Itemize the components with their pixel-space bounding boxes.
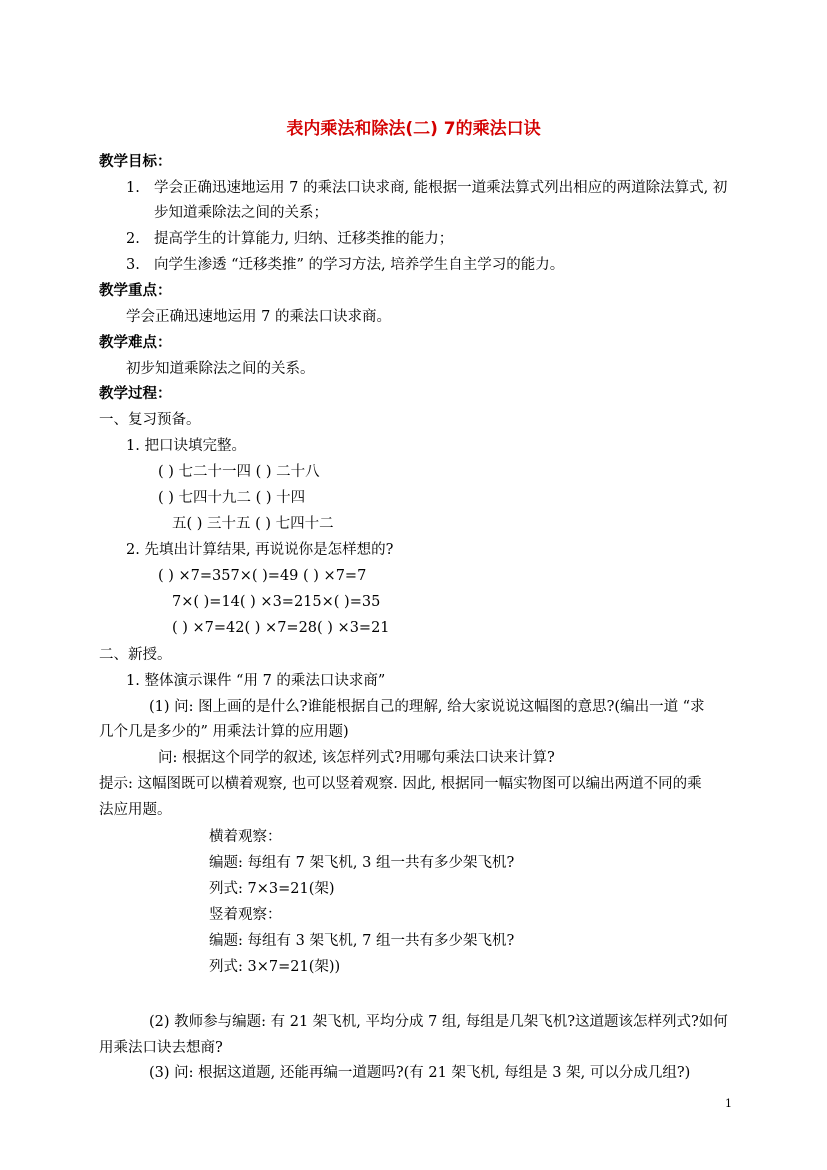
section1-q2: 2. 先填出计算结果, 再说说你是怎样想的? <box>126 542 394 558</box>
horizontal-formula: 列式: 7×3=21(架) <box>209 881 335 897</box>
section2-title: 二、新授。 <box>99 647 172 663</box>
objective-1-line1: 学会正确迅速地运用 7 的乘法口诀求商, 能根据一道乘法算式列出相应的两道除法算式, 初 <box>154 180 728 196</box>
p3-line1: (3) 问: 根据这道题, 还能再编一道题吗?(有 21 架飞机, 每组是 3 架, 可以分成几组?) <box>149 1065 691 1081</box>
section1-title: 一、复习预备。 <box>99 412 201 428</box>
objective-2-number: 2. <box>126 231 140 247</box>
page-title: 表内乘法和除法(二) 7的乘法口诀 <box>286 119 541 139</box>
q1-row-2: ( ) 七四十九二 ( ) 十四 <box>158 490 306 506</box>
p2-line1: (2) 教师参与编题: 有 21 架飞机, 平均分成 7 组, 每组是几架飞机?这道题该怎样列式?如何 <box>149 1014 728 1030</box>
p1-line1: (1) 问: 图上画的是什么?谁能根据自己的理解, 给大家说说这幅图的意思?(编出一道 “求 <box>149 699 705 715</box>
objective-1-line2: 步知道乘除法之间的关系； <box>154 205 328 221</box>
objective-3-number: 3. <box>126 257 140 273</box>
objective-2-text: 提高学生的计算能力, 归纳、迁移类推的能力； <box>154 231 454 247</box>
horizontal-label: 横着观察： <box>209 829 282 845</box>
horizontal-problem: 编题: 每组有 7 架飞机, 3 组一共有多少架飞机? <box>209 855 515 871</box>
p1-line3: 问: 根据这个同学的叙述, 该怎样列式?用哪句乘法口诀来计算? <box>158 750 555 766</box>
section2-item1: 1. 整体演示课件 “用 7 的乘法口诀求商” <box>126 673 386 689</box>
q2-row-1: ( ) ×7=357×( )=49 ( ) ×7=7 <box>158 568 367 584</box>
vertical-problem: 编题: 每组有 3 架飞机, 7 组一共有多少架飞机? <box>209 933 515 949</box>
objective-3-text: 向学生渗透 “迁移类推” 的学习方法, 培养学生自主学习的能力。 <box>154 257 565 273</box>
q2-row-2: 7×( )=14( ) ×3=215×( )=35 <box>172 594 381 610</box>
p1-line2: 几个几是多少的” 用乘法计算的应用题) <box>99 724 349 740</box>
difficulty-text: 初步知道乘除法之间的关系。 <box>126 361 315 377</box>
q1-row-3: 五( ) 三十五 ( ) 七四十二 <box>172 516 334 532</box>
section1-q1: 1. 把口诀填完整。 <box>126 438 246 454</box>
q1-row-1: ( ) 七二十一四 ( ) 二十八 <box>158 464 320 480</box>
vertical-label: 竖着观察： <box>209 907 282 923</box>
hint-line1: 提示: 这幅图既可以横着观察, 也可以竖着观察. 因此, 根据同一幅实物图可以编出两道不同的乘 <box>99 776 702 792</box>
p2-line2: 用乘法口诀去想商? <box>99 1040 223 1056</box>
process-heading: 教学过程： <box>99 386 172 402</box>
hint-line2: 法应用题。 <box>99 802 172 818</box>
difficulty-heading: 教学难点： <box>99 335 172 351</box>
page-number: 1 <box>725 1097 732 1110</box>
q2-row-3: ( ) ×7=42( ) ×7=28( ) ×3=21 <box>172 620 390 636</box>
objectives-heading: 教学目标： <box>99 154 172 170</box>
objective-1-number: 1. <box>126 180 140 196</box>
vertical-formula: 列式: 3×7=21(架)) <box>209 959 341 975</box>
key-point-heading: 教学重点： <box>99 283 172 299</box>
key-point-text: 学会正确迅速地运用 7 的乘法口诀求商。 <box>126 309 391 325</box>
